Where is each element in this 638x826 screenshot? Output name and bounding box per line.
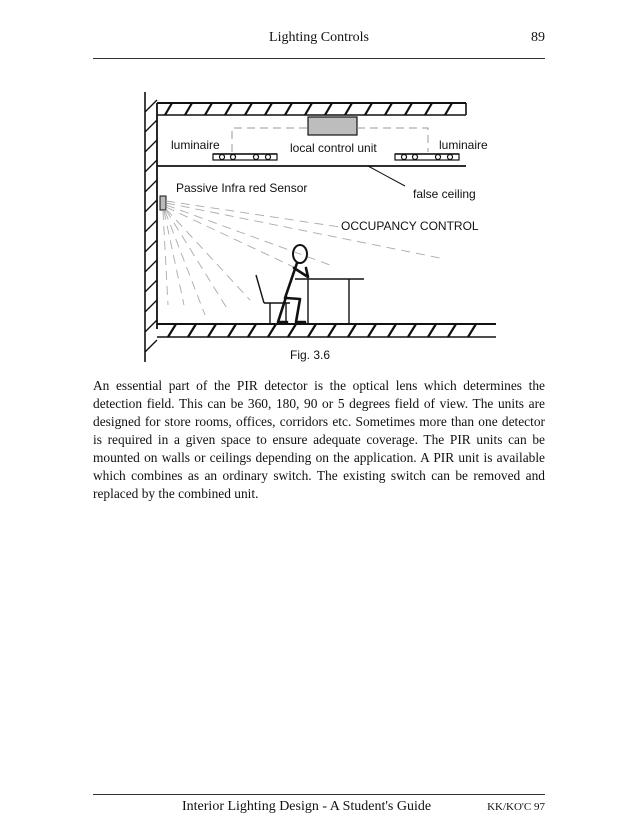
sensor-label: Passive Infra red Sensor xyxy=(176,181,308,195)
footer-code: KK/KO'C 97 xyxy=(487,801,545,813)
pir-sensor xyxy=(160,196,166,210)
false-ceiling-label: false ceiling xyxy=(413,187,476,201)
luminaire-left-label: luminaire xyxy=(171,138,220,152)
luminaire-right-fitting xyxy=(395,154,459,160)
footer-rule xyxy=(93,794,545,795)
desk xyxy=(295,279,364,324)
occupancy-control-figure xyxy=(0,0,638,370)
running-header-title: Lighting Controls xyxy=(269,30,369,45)
occupancy-control-label: OCCUPANCY CONTROL xyxy=(341,219,479,233)
false-ceiling-pointer xyxy=(368,166,405,186)
wall xyxy=(145,92,157,362)
figure-caption: Fig. 3.6 xyxy=(290,348,331,362)
luminaire-left-fitting xyxy=(213,154,277,160)
luminaire-right-label: luminaire xyxy=(439,138,488,152)
local-control-unit-label: local control unit xyxy=(290,141,377,155)
ceiling-slab xyxy=(157,103,466,115)
page-number: 89 xyxy=(531,30,545,45)
body-paragraph: An essential part of the PIR detector is the optical lens which determines the detection field. This can be 360, 180, 90 or 5 degrees field of view. The units are designed for store rooms, offices, corridors etc. Sometimes more than one detector is required in a given space to ensure adequate coverage. The PIR units can be mounted on walls or ceilings depending on the application. A PIR unit is available which combines as an ordinary switch. The existing switch can be removed and replaced by the combined unit. xyxy=(93,378,545,501)
footer-title: Interior Lighting Design - A Student's Guide xyxy=(182,799,432,814)
floor-slab xyxy=(157,324,496,337)
local-control-unit-box xyxy=(308,117,357,135)
seated-person xyxy=(278,245,308,322)
